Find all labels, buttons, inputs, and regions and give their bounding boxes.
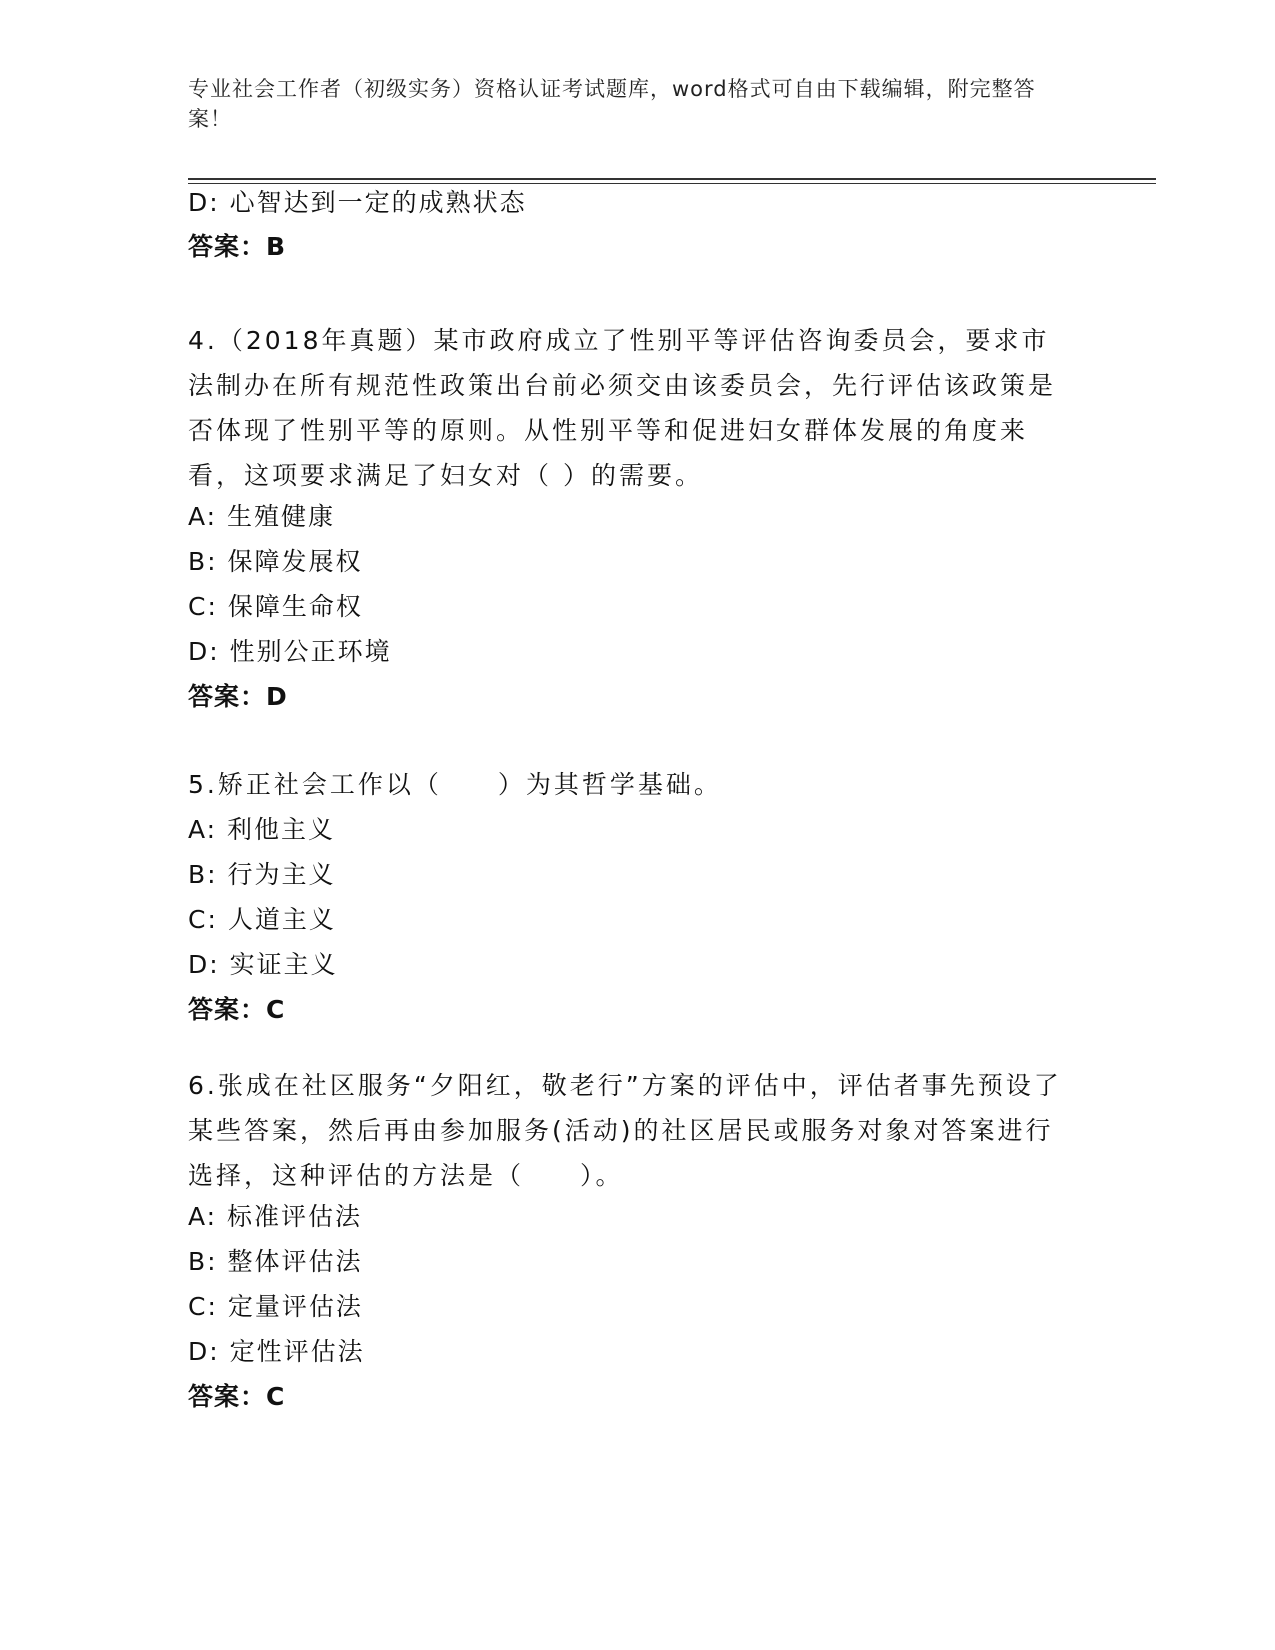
- q6-option-a: A: 标准评估法: [188, 1202, 363, 1231]
- q4-option-d: D: 性别公正环境: [188, 637, 392, 666]
- q6-option-c: C: 定量评估法: [188, 1292, 363, 1321]
- q5-option-c: C: 人道主义: [188, 905, 336, 934]
- header-rule-thick: [188, 178, 1156, 180]
- page-header: 专业社会工作者（初级实务）资格认证考试题库，word格式可自由下载编辑，附完整答案！: [188, 77, 1036, 131]
- q6-option-d: D: 定性评估法: [188, 1337, 365, 1366]
- header-rule-thin: [188, 183, 1156, 184]
- q3-answer: 答案：B: [188, 232, 287, 261]
- q5-option-a: A: 利他主义: [188, 815, 336, 844]
- q6-stem: 6.张成在社区服务“夕阳红，敬老行”方案的评估中，评估者事先预设了某些答案，然后再由参加服务(活动)的社区居民或服务对象对答案进行选择，这种评估的方法是（ ）。: [188, 1071, 1062, 1190]
- q3-option-d: D: 心智达到一定的成熟状态: [188, 188, 527, 217]
- q5-answer: 答案：C: [188, 995, 286, 1024]
- q4-stem: 4.（2018年真题）某市政府成立了性别平等评估咨询委员会，要求市法制办在所有规范性政策出台前必须交由该委员会，先行评估该政策是否体现了性别平等的原则。从性别平等和促进妇女群体发展的角度来看，这项要求满足了妇女对（ ）的需要。: [188, 326, 1057, 490]
- q4-option-c: C: 保障生命权: [188, 592, 363, 621]
- q5-option-b: B: 行为主义: [188, 860, 336, 889]
- q6-option-b: B: 整体评估法: [188, 1247, 363, 1276]
- q6-answer: 答案：C: [188, 1382, 286, 1411]
- q4-answer: 答案：D: [188, 682, 288, 711]
- q4-option-a: A: 生殖健康: [188, 502, 336, 531]
- q5-option-d: D: 实证主义: [188, 950, 338, 979]
- q4-option-b: B: 保障发展权: [188, 547, 363, 576]
- q5-stem: 5.矫正社会工作以（ ）为其哲学基础。: [188, 770, 722, 799]
